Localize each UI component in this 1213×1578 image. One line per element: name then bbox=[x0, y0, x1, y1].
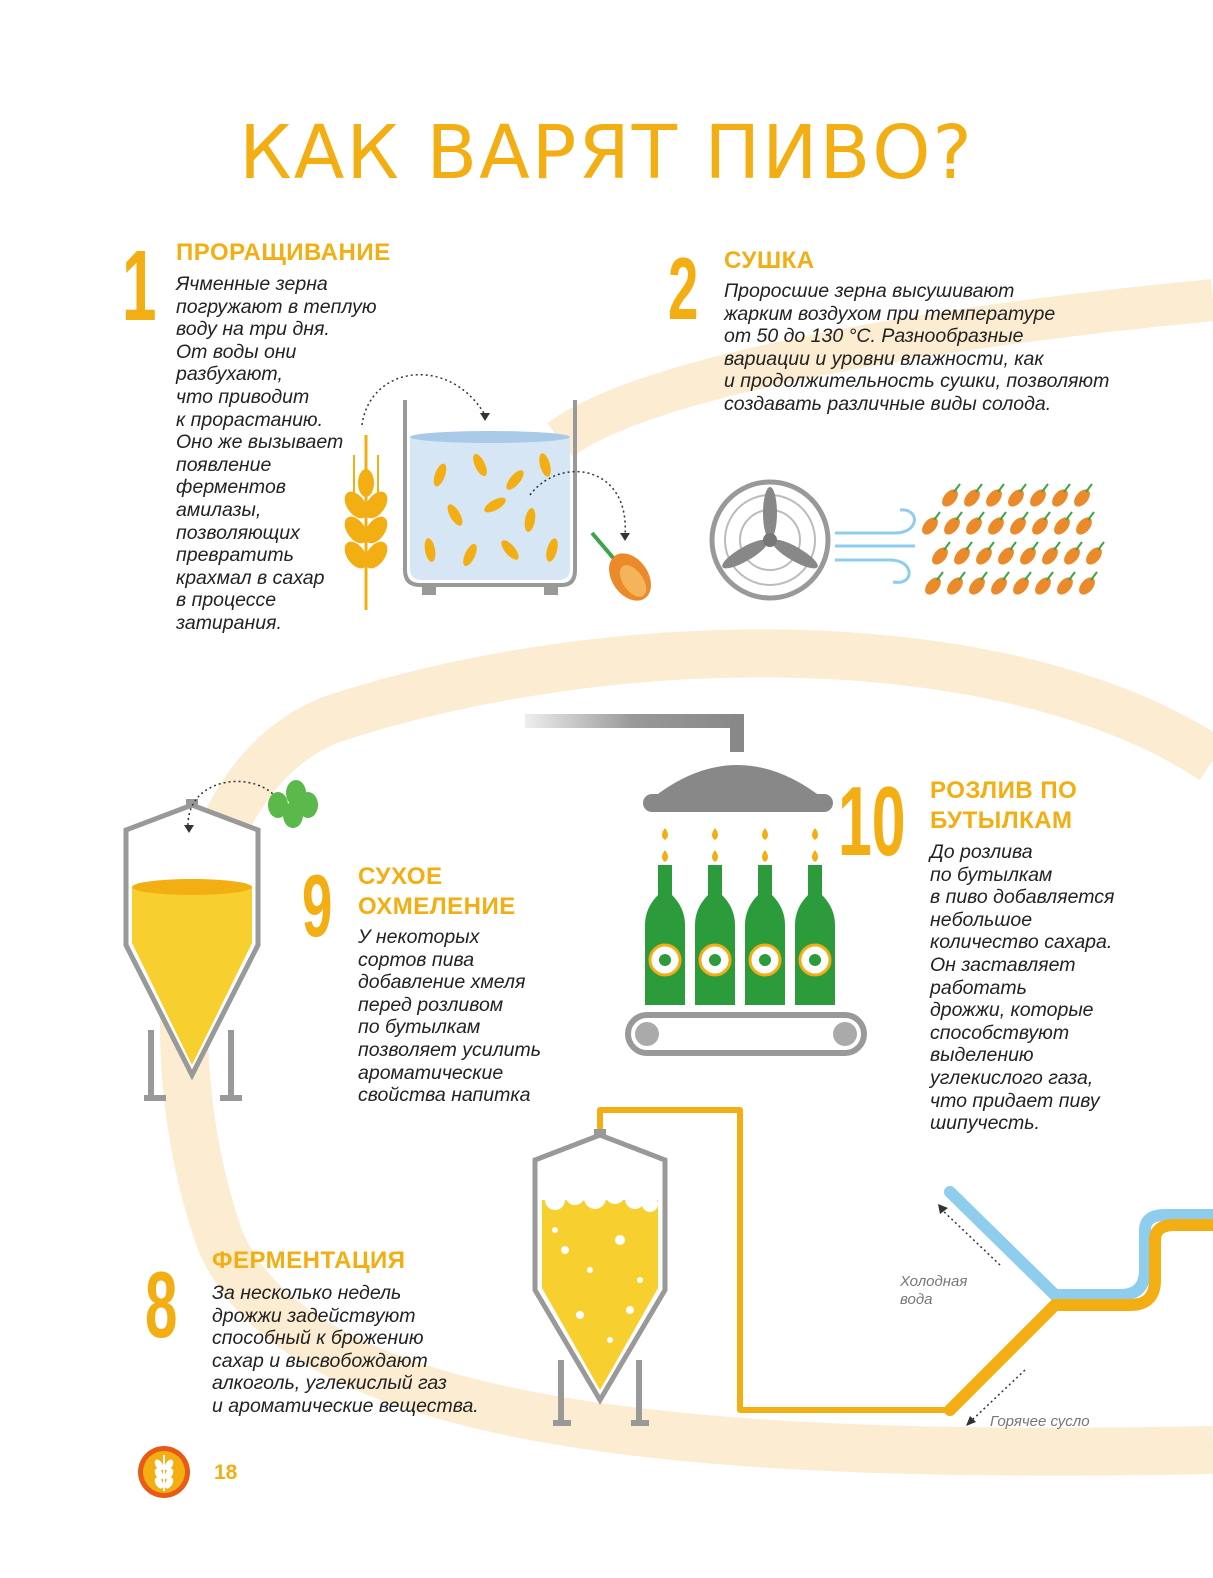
step-10-number: 10 bbox=[838, 766, 906, 876]
conveyor bbox=[628, 1015, 864, 1053]
malt-grain bbox=[1049, 484, 1071, 510]
step-10-title: РОЗЛИВ ПО БУТЫЛКАМ bbox=[930, 777, 1078, 834]
step-1-number: 1 bbox=[122, 230, 157, 342]
step-8-number: 8 bbox=[145, 1252, 178, 1357]
step-2-number: 2 bbox=[668, 239, 699, 338]
malt-grain bbox=[919, 512, 941, 538]
malt-grain bbox=[1083, 542, 1105, 568]
steeping-tank bbox=[405, 400, 575, 595]
malt-grain bbox=[1076, 572, 1098, 598]
grain-icon bbox=[592, 533, 660, 609]
malt-grain bbox=[1054, 572, 1076, 598]
malt-grain bbox=[995, 542, 1017, 568]
malt-grain bbox=[939, 484, 961, 510]
steeping-illustration bbox=[330, 355, 670, 615]
step-8-title: ФЕРМЕНТАЦИЯ bbox=[212, 1247, 406, 1274]
wheat-badge-icon bbox=[137, 1445, 191, 1499]
wheat-icon bbox=[340, 435, 392, 610]
step-1-text: Ячменные зерна погружают в теплую воду на три дня. От воды они разбухают, что приводит к прорастанию. Оно же вызывает появление ферментов амилазы, позволяющих превратить крахмал в сахар в процессе затирания. bbox=[176, 273, 377, 634]
bottling-illustration bbox=[525, 710, 870, 1060]
dry-hopping-illustration bbox=[118, 775, 338, 1115]
malt-grain bbox=[1029, 512, 1051, 538]
malt-grains-grid bbox=[919, 484, 1105, 598]
beer-drops bbox=[662, 828, 818, 862]
malt-grain bbox=[966, 572, 988, 598]
step-8-text: За несколько недель дрожжи задействуют способный к брожению сахар и высвобождают алкоголь, углекислый газ и ароматические вещества. bbox=[212, 1282, 479, 1417]
malt-grain bbox=[1039, 542, 1061, 568]
malt-grain bbox=[1010, 572, 1032, 598]
malt-grain bbox=[973, 542, 995, 568]
kilning-illustration bbox=[705, 478, 1125, 608]
cold-water-label: Холодная вода bbox=[900, 1273, 968, 1308]
fan-icon bbox=[712, 482, 828, 598]
malt-grain bbox=[922, 572, 944, 598]
malt-grain bbox=[963, 512, 985, 538]
step-9-title: СУХОЕ ОХМЕЛЕНИЕ bbox=[358, 863, 516, 920]
page-title: КАК ВАРЯТ ПИВО? bbox=[239, 110, 974, 196]
malt-grain bbox=[1027, 484, 1049, 510]
malt-grain bbox=[951, 542, 973, 568]
hot-wort-label: Горячее сусло bbox=[990, 1413, 1090, 1430]
step-9-text: У некоторых сортов пива добавление хмеля перед розливом по бутылкам позволяет усилить ароматические свойства напитка bbox=[358, 926, 541, 1107]
malt-grain bbox=[929, 542, 951, 568]
malt-grain bbox=[961, 484, 983, 510]
page-number: 18 bbox=[214, 1461, 238, 1484]
malt-grain bbox=[944, 572, 966, 598]
wind-icon bbox=[835, 510, 915, 583]
malt-grain bbox=[941, 512, 963, 538]
malt-grain bbox=[1073, 512, 1095, 538]
malt-grain bbox=[1061, 542, 1083, 568]
hop-icon bbox=[268, 780, 318, 828]
malt-grain bbox=[1071, 484, 1093, 510]
malt-grain bbox=[988, 572, 1010, 598]
malt-grain bbox=[985, 512, 1007, 538]
malt-grain bbox=[1007, 512, 1029, 538]
malt-grain bbox=[983, 484, 1005, 510]
malt-grain bbox=[1032, 572, 1054, 598]
step-2-text: Проросшие зерна высушивают жарким воздухом при температуре от 50 до 130 °C. Разнообразные вариации и уровни влажности, как и продолжительность сушки, позволяют создавать различные виды солода. bbox=[724, 280, 1110, 415]
malt-grain bbox=[1005, 484, 1027, 510]
step-9-number: 9 bbox=[302, 856, 333, 955]
malt-grain bbox=[1017, 542, 1039, 568]
malt-grain bbox=[1051, 512, 1073, 538]
step-10-text: До розлива по бутылкам в пиво добавляется небольшое количество сахара. Он заставляет работать дрожжи, которые способствуют выделению углекислого газа, что придает пиву шипучесть. bbox=[930, 841, 1115, 1135]
step-1-title: ПРОРАЩИВАНИЕ bbox=[176, 239, 391, 266]
fermentation-illustration bbox=[520, 1100, 1213, 1440]
step-2-title: СУШКА bbox=[724, 247, 815, 274]
bottle-icon bbox=[645, 865, 835, 1005]
